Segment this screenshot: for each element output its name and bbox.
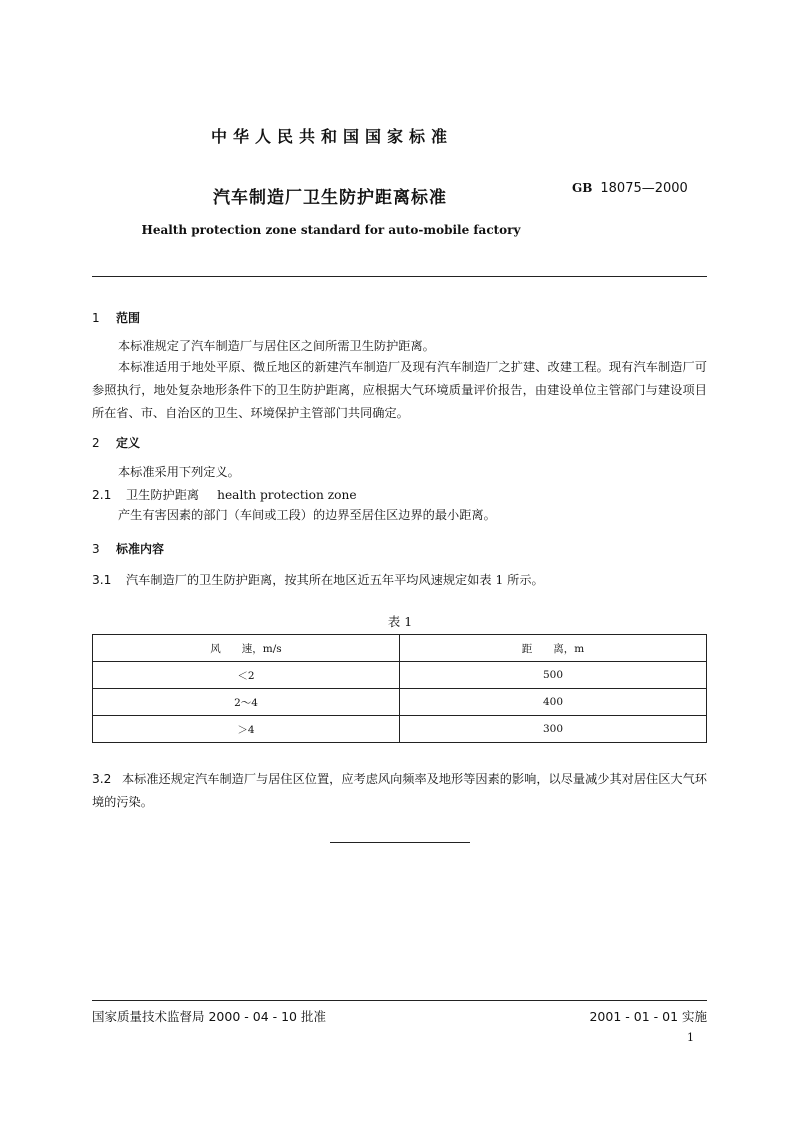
clause-term: 卫生防护距离: [126, 488, 200, 502]
clause-2-1: [92, 486, 707, 503]
clause-term-en: health protection zone: [217, 488, 357, 502]
wind-speed-distance-table: [92, 634, 707, 743]
section-2-paragraph: 本标准采用下列定义。: [118, 465, 240, 479]
clause-2-1-definition: 产生有害因素的部门（车间或工段）的边界至居住区边界的最小距离。: [118, 508, 496, 522]
section-title: 定义: [116, 436, 141, 450]
section-1-heading: [92, 309, 140, 326]
footer-divider: [92, 1000, 707, 1001]
clause-text: 本标准还规定汽车制造厂与居住区位置，应考虑风向频率及地形等因素的影响，以尽量减少其对居住区大气环境的污染。: [92, 772, 707, 809]
table-row: [93, 662, 707, 689]
column-header-wind-speed: 风 速，m/s: [93, 635, 400, 662]
clause-3-1: [92, 571, 707, 588]
table-cell: 400: [400, 689, 707, 716]
section-title: 标准内容: [116, 542, 165, 556]
table-cell: 2～4: [93, 689, 400, 716]
table-header-row: [93, 635, 707, 662]
column-header-distance: 距 离，m: [400, 635, 707, 662]
clause-3-2: [92, 768, 707, 814]
table-cell: ＜2: [93, 662, 400, 689]
table-row: [93, 689, 707, 716]
header-divider: [92, 276, 707, 277]
gb-code: [572, 181, 688, 196]
standard-title: 汽车制造厂卫生防护距离标准: [213, 188, 447, 208]
section-2-heading: [92, 434, 140, 451]
table-cell: ＞4: [93, 716, 400, 743]
table-caption: 表 1: [387, 614, 413, 629]
effective-date: 2001 - 01 - 01 实施: [589, 1009, 707, 1024]
section-number: 2: [92, 436, 100, 450]
section-1-paragraph-2: 本标准适用于地处平原、微丘地区的新建汽车制造厂及现有汽车制造厂之扩建、改建工程。现有汽车制造厂可参照执行，地处复杂地形条件下的卫生防护距离，应根据大气环境质量评价报告，由建设单位主管部门与建设项目所在省、市、自治区的卫生、环境保护主管部门共同确定。: [92, 360, 707, 420]
clause-number: 3.2: [92, 772, 112, 786]
section-1-paragraph-1: 本标准规定了汽车制造厂与居住区之间所需卫生防护距离。: [118, 339, 435, 353]
english-title: Health protection zone standard for auto-mobile factory: [141, 223, 521, 237]
page-number: 1: [687, 1031, 694, 1044]
section-number: 3: [92, 542, 100, 556]
end-of-text-rule: [330, 842, 470, 843]
section-title: 范围: [116, 311, 141, 325]
table-row: [93, 716, 707, 743]
national-standard-heading: 中华人民共和国国家标准: [210, 127, 453, 146]
table-cell: 300: [400, 716, 707, 743]
gb-prefix: GB: [572, 181, 593, 195]
gb-number: 18075—2000: [600, 181, 688, 196]
clause-text: 汽车制造厂的卫生防护距离，按其所在地区近五年平均风速规定如表 1 所示。: [126, 573, 544, 587]
section-3-heading: [92, 540, 164, 557]
table-cell: 500: [400, 662, 707, 689]
issue-date: 国家质量技术监督局 2000 - 04 - 10 批准: [92, 1009, 326, 1024]
clause-number: 3.1: [92, 573, 112, 587]
section-number: 1: [92, 311, 100, 325]
clause-number: 2.1: [92, 488, 112, 502]
